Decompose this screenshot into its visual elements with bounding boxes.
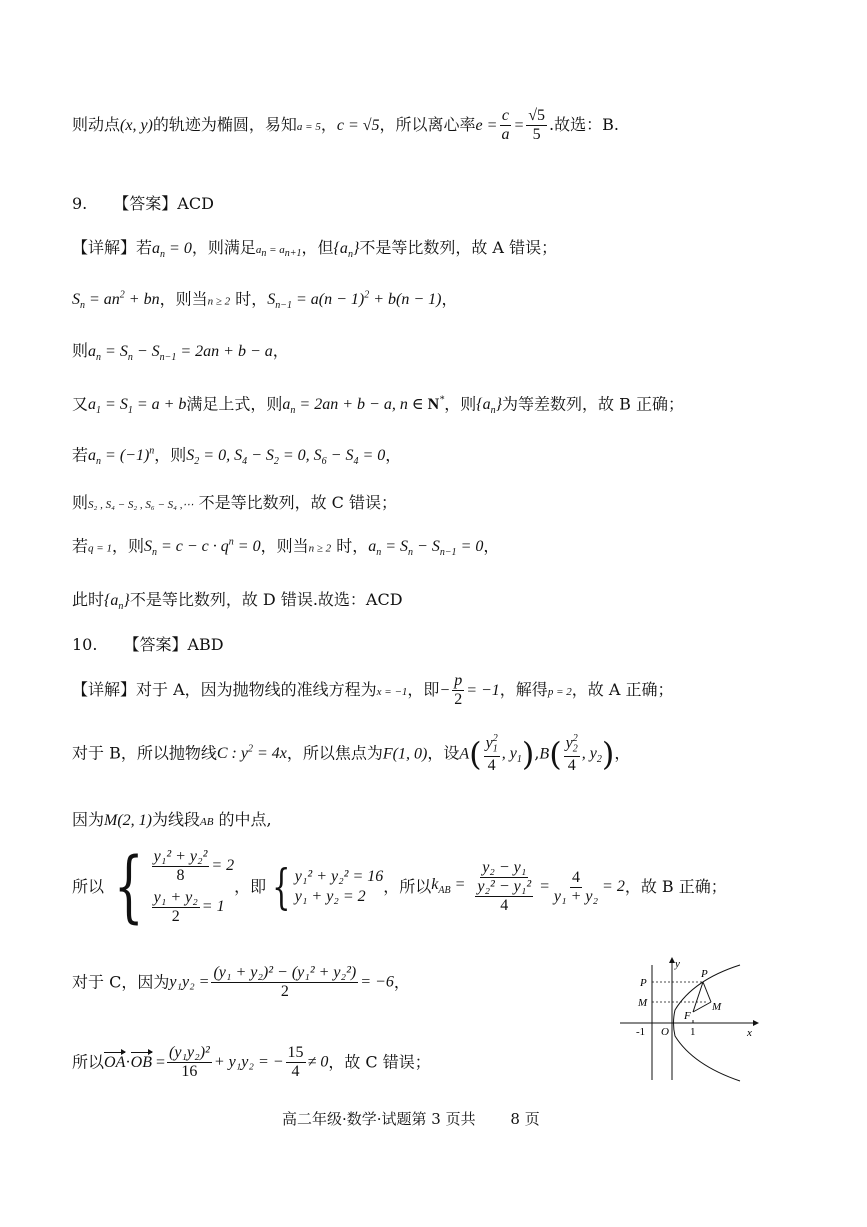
label-minus1: -1 bbox=[636, 1026, 646, 1038]
x-axis-arrow bbox=[753, 1020, 759, 1026]
q10-midpoint-line: 因为M(2, 1)为线段AB 的中点, bbox=[72, 810, 272, 829]
segment-pm bbox=[703, 982, 711, 1002]
label-p: P bbox=[701, 968, 708, 980]
q9-detail-line-7: 若q = 1，则$S_n = c - c \cdot q^n = 0$，则当n ≥ 2 时，$a_n = S_n - S_{n-1} = 0$， bbox=[72, 536, 500, 559]
q9-detail-line-5: 若$a_n = (-1)^n$，则$S_2 = 0$, $S_4 - S_2 = 0$, $S_6 - S_4 = 0$， bbox=[72, 445, 402, 468]
fraction-y1sq-over-4: $\frac{y_1^2}{4}$ bbox=[485, 733, 498, 774]
fraction-15-over-4: $\frac{15}{4}$ bbox=[287, 1044, 304, 1080]
q9-detail-line-2: $S_n = an^2$ + bn，则当n ≥ 2 时，$S_{n-1} = a(n - 1)^2 + b(n - 1)$， bbox=[72, 289, 458, 312]
q10-detail-a: 【详解】对于 A，因为抛物线的准线方程为x = −1，即− $\frac{p}{2}$ = −1，解得p = 2，故 A 正确； bbox=[72, 672, 674, 708]
equation-system-2: { y₁² + y₂² = 16 y₁ + y₂ = 2 bbox=[272, 859, 384, 915]
page-footer: 高二年级·数学·试题第 3 页共 8 页 bbox=[282, 1110, 540, 1128]
q10-detail-c-1: 对于 C，因为y₁y₂ = $\frac{\text{(y₁ + y₂)² − (y₁² + y₂²)}}{2}$ = −6， bbox=[72, 964, 410, 1000]
q9-detail-line-1: 【详解】若$a_n = 0$，则满足$a_n = a_{n+1}$，但$\{a_n\}$不是等比数列，故 A 错误； bbox=[72, 238, 558, 261]
label-one: 1 bbox=[690, 1026, 696, 1038]
q10-detail-c-2: 所以OA·OB = $\frac{\text{(y₁y₂)²}}{16}$ + y₁y₂ = − $\frac{15}{4}$ ≠ 0，故 C 错误； bbox=[72, 1044, 431, 1080]
label-o: O bbox=[661, 1026, 669, 1038]
label-f: F bbox=[684, 1010, 691, 1022]
q9-detail-line-6: 则S₂ , S₄ − S₂ , S₆ − S₄ ,⋯ 不是等比数列，故 C 错误； bbox=[72, 493, 397, 512]
fraction-p-over-2: $\frac{p}{2}$ bbox=[454, 672, 463, 708]
label-x: x bbox=[747, 1027, 752, 1039]
ellipse-conclusion-line: 则动点(x, y)的轨迹为椭圆，易知a = 5，c = √5，所以离心率e = $\frac{c}{a}$ = $\frac{√5}{5}$ .故选：B. bbox=[72, 107, 619, 143]
q9-detail-line-3: 则$a_n = S_n - S_{n-1} = 2an + b - a$， bbox=[72, 341, 289, 364]
q9-answer-header: 9. 【答案】ACD bbox=[72, 194, 214, 213]
fraction-y2sq-over-4: $\frac{y_2^2}{4}$ bbox=[565, 733, 578, 774]
label-m: M bbox=[712, 1001, 722, 1013]
label-m-left: M bbox=[638, 997, 648, 1009]
q10-detail-b: 对于 B，所以抛物线C : $y^2 = 4x$，所以焦点为F(1, 0)，设A( $\frac{y_1^2}{4}$ , $y_1),B$( $\frac{y_2^2}{4}$ , $y_2$)， bbox=[72, 733, 631, 774]
q10-answer-header: 10. 【答案】ABD bbox=[72, 635, 224, 654]
label-y: y bbox=[675, 958, 680, 970]
q9-detail-line-8: 此时$\{a_n\}$不是等比数列，故 D 错误.故选：ACD bbox=[72, 590, 403, 613]
q10-systems-line: 所以 { $\frac{\text{y₁² + y₂²}}{8}$ = 2 $\frac{\text{y₁ + y₂}}{2}$ = 1 ，即 { y₁² + y₂² = 16 y₁ + y₂ = 2 ，所以$k_{AB}$ = $\frac{\text{y₂ − y₁}}{\frac{\text{y₂² − y₁²}}{4}}$ = $\frac{4}{\text{y₁ + y₂}}$ = 2，故 B 正确； bbox=[72, 842, 727, 932]
slope-fraction: $\frac{\text{y₂ − y₁}}{\frac{\text{y₂² − y₁²}}{4}}$ bbox=[477, 859, 532, 914]
fraction-c-over-a: $\frac{c}{a}$ bbox=[501, 107, 510, 143]
fraction-root5-over-5: $\frac{√5}{5}$ bbox=[528, 107, 546, 143]
label-p-left: P bbox=[640, 977, 647, 989]
q9-detail-line-4: 又$a_1 = S_1 = a + b$满足上式，则$a_n = 2an + b - a$, n ∈ N*，则$\{a_n\}$为等差数列，故 B 正确； bbox=[72, 394, 684, 417]
y1y2-fraction: $\frac{\text{(y₁ + y₂)² − (y₁² + y₂²)}}{2}$ bbox=[213, 964, 357, 1000]
parabola-figure bbox=[615, 955, 765, 1085]
slope-fraction-2: $\frac{4}{\text{y₁ + y₂}}$ bbox=[553, 868, 599, 905]
dot-product-fraction: $\frac{\text{(y₁y₂)²}}{16}$ bbox=[169, 1044, 210, 1080]
equation-system-1: { $\frac{\text{y₁² + y₂²}}{8}$ = 2 $\frac{\text{y₁ + y₂}}{2}$ = 1 bbox=[113, 842, 235, 932]
